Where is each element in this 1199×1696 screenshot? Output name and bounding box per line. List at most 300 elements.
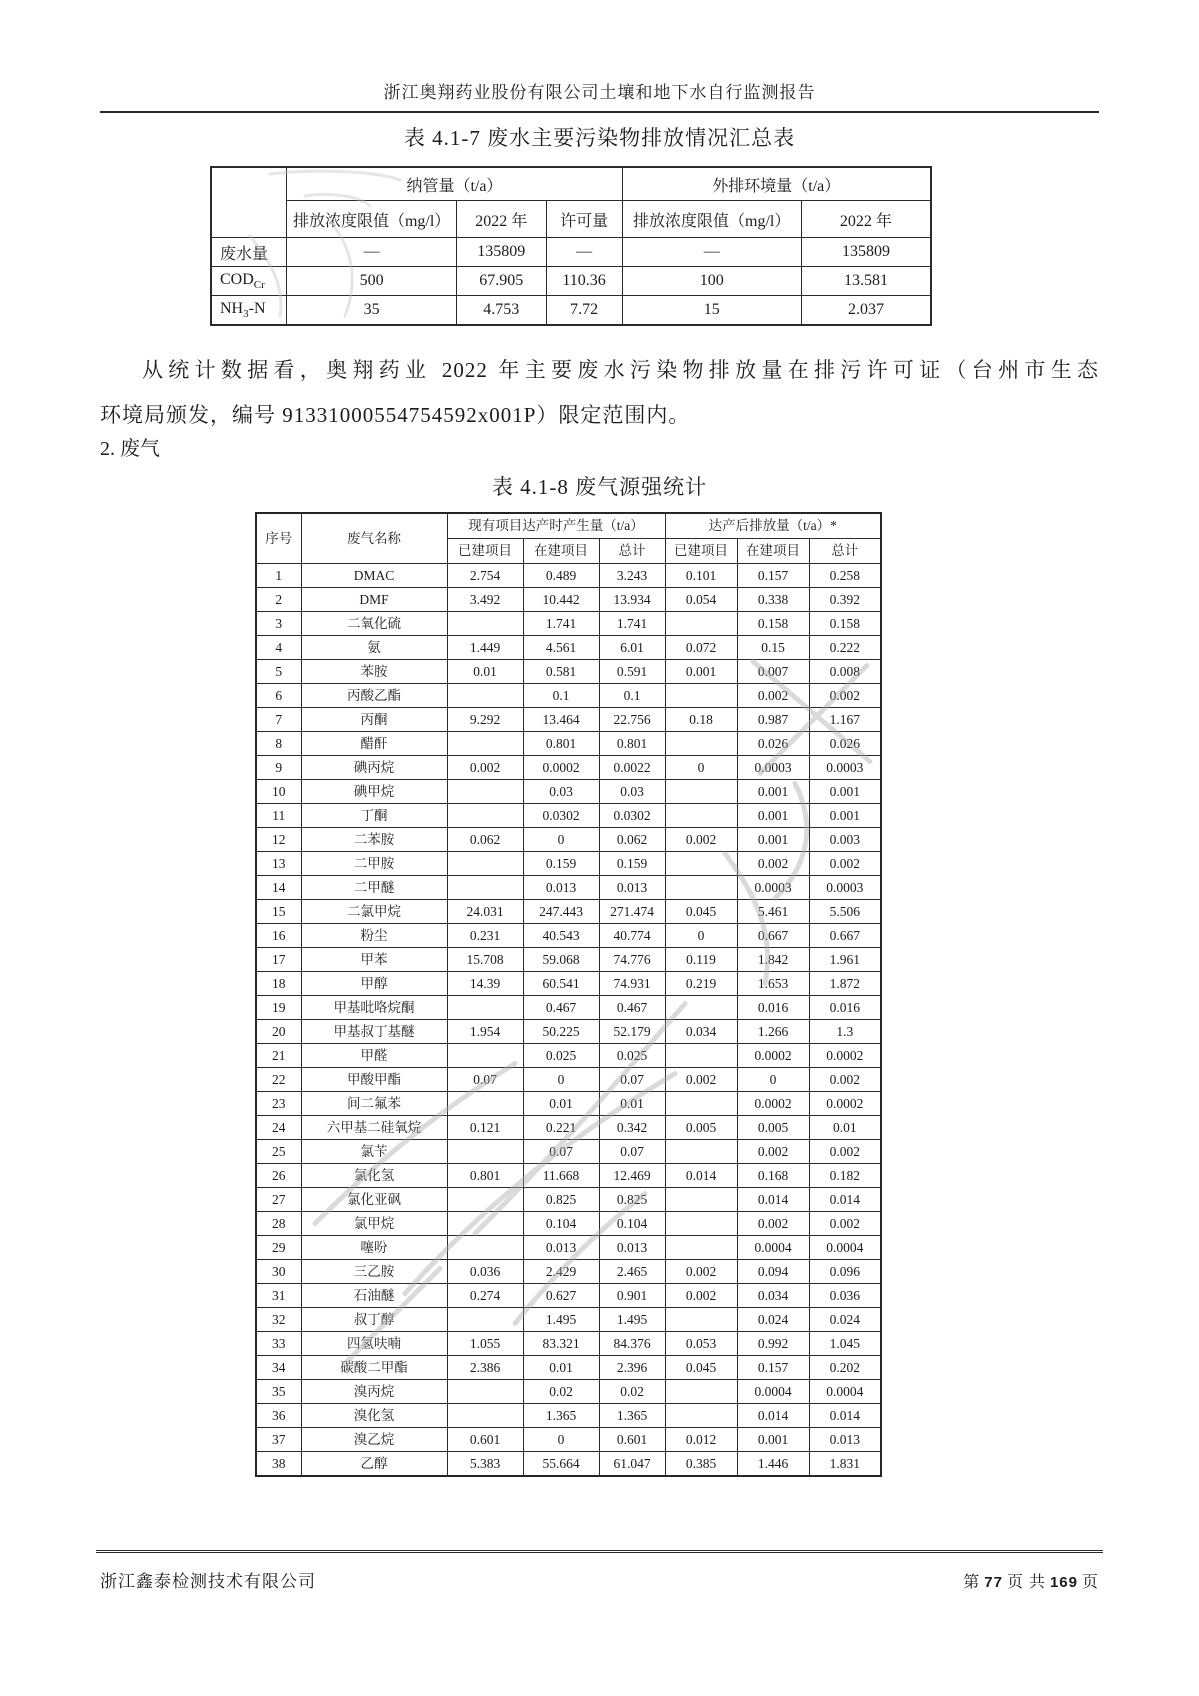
table-cell: 0.024 [809,1308,881,1332]
table-cell: 0.801 [523,732,599,756]
table-cell: 0.016 [737,996,809,1020]
table-cell: 0.01 [809,1116,881,1140]
header-rule [100,111,1099,113]
table-cell: 15.708 [447,948,523,972]
table-cell: 0.627 [523,1284,599,1308]
table-cell: 1.055 [447,1332,523,1356]
table-row [256,1356,881,1380]
table-cell: 0.03 [523,780,599,804]
row-index-cell: 32 [256,1308,301,1332]
table-cell: 0.0002 [809,1092,881,1116]
gas-name-cell: 四氢呋喃 [301,1332,447,1356]
table-header-row [256,513,881,539]
table-cell: 6.01 [599,636,665,660]
row-index-cell: 36 [256,1404,301,1428]
table-cell: 1.872 [809,972,881,996]
table-row [256,1164,881,1188]
table-cell [665,1236,737,1260]
table2-caption: 表 4.1-8 废气源强统计 [491,475,708,499]
table-cell: 1.3 [809,1020,881,1044]
table-cell [665,1212,737,1236]
table-cell: 0.002 [737,852,809,876]
wastewater-table-body [211,238,931,326]
pollutant-label: $NH_3-N$ [211,296,287,326]
table-cell: 0.053 [665,1332,737,1356]
table-cell: 0 [665,924,737,948]
table-cell: 0.002 [665,1260,737,1284]
table-cell: 0.013 [523,876,599,900]
table-cell: 0.121 [447,1116,523,1140]
table-cell: 0.036 [447,1260,523,1284]
footer-rule [96,1550,1103,1553]
table-cell: 0.03 [599,780,665,804]
table-cell [665,1140,737,1164]
table-cell: 0.024 [737,1308,809,1332]
table-row [256,1428,881,1452]
gas-name-cell: 氨 [301,636,447,660]
table-cell: 0.1 [523,684,599,708]
table-cell: 0.467 [523,996,599,1020]
table-cell: 2.429 [523,1260,599,1284]
table-cell: 0.202 [809,1356,881,1380]
gas-name-cell: 溴化氢 [301,1404,447,1428]
table-cell: 0.15 [737,636,809,660]
table-cell: 84.376 [599,1332,665,1356]
table-cell: 0.101 [665,564,737,588]
table-cell: 13.581 [801,267,931,296]
table-cell: 2.037 [801,296,931,326]
table-cell: 0.342 [599,1116,665,1140]
footer-page-label: 第 [963,1574,981,1591]
row-index-cell: 12 [256,828,301,852]
waste-gas-table-wrapper [255,512,882,1477]
table-cell: 0.002 [809,1212,881,1236]
row-index-cell: 20 [256,1020,301,1044]
table-cell: 0.014 [737,1404,809,1428]
table-row [256,900,881,924]
table-cell: 1.449 [447,636,523,660]
table-cell: 1.446 [737,1452,809,1477]
table-cell: 0.159 [599,852,665,876]
table-cell: 0.001 [737,804,809,828]
table-cell: 1.961 [809,948,881,972]
gas-name-cell: 氯苄 [301,1140,447,1164]
pollutant-label: $COD_{Cr}$ [211,267,287,296]
table-cell: 0.034 [737,1284,809,1308]
table-cell: 60.541 [523,972,599,996]
table-cell: — [287,238,456,267]
table-cell: 0.07 [523,1140,599,1164]
table-cell: 0.002 [737,1140,809,1164]
table-cell: 0.385 [665,1452,737,1477]
gas-name-cell: 噻吩 [301,1236,447,1260]
column-header: 在建项目 [737,539,809,564]
table-row [256,1116,881,1140]
table-cell [665,732,737,756]
row-index-cell: 7 [256,708,301,732]
footer-company: 浙江鑫泰检测技术有限公司 [100,1572,316,1591]
table-cell: 500 [287,267,456,296]
table-cell [665,1188,737,1212]
waste-gas-source-table [255,512,882,1477]
table-cell: 0.002 [737,1212,809,1236]
footer-page-indicator [963,1569,1099,1592]
gas-name-cell: 丙酮 [301,708,447,732]
table-cell: 0.467 [599,996,665,1020]
table-row [256,1260,881,1284]
paragraph-line: 从统计数据看，奥翔药业 2022 年主要废水污染物排放量在排污许可证（台州市生态 [142,358,1099,382]
table-cell: 4.753 [456,296,546,326]
table-cell: 0.005 [665,1116,737,1140]
table-cell: 0.002 [665,1284,737,1308]
table-cell: 0.104 [599,1212,665,1236]
gas-name-cell: 甲基吡咯烷酮 [301,996,447,1020]
table-row [256,1188,881,1212]
row-index-cell: 8 [256,732,301,756]
row-index-cell: 37 [256,1428,301,1452]
table-row [256,732,881,756]
column-header: 排放浓度限值（mg/l） [287,201,456,238]
table-row [256,612,881,636]
table-cell: 67.905 [456,267,546,296]
gas-name-cell: 石油醚 [301,1284,447,1308]
table-cell [447,1044,523,1068]
table-cell: 0.01 [523,1092,599,1116]
table-row [256,948,881,972]
table-row [256,1308,881,1332]
table-cell: 0.01 [599,1092,665,1116]
gas-name-cell: 碘甲烷 [301,780,447,804]
table-cell: 0.157 [737,564,809,588]
row-index-cell: 9 [256,756,301,780]
table-cell: 5.506 [809,900,881,924]
table-cell: 0.825 [599,1188,665,1212]
table-cell [665,1404,737,1428]
analysis-paragraph [100,348,1099,438]
gas-name-cell: 甲醛 [301,1044,447,1068]
gas-name-cell: 丁酮 [301,804,447,828]
table-cell [665,612,737,636]
table-cell: 1.954 [447,1020,523,1044]
table-cell: 2.754 [447,564,523,588]
table-cell: 55.664 [523,1452,599,1477]
table-row [256,852,881,876]
waste-gas-table-body [256,564,881,1477]
table-cell [665,1092,737,1116]
table-cell [665,780,737,804]
table-cell: 0.001 [665,660,737,684]
table-cell: 0.0022 [599,756,665,780]
table-row [256,1140,881,1164]
table-cell: 13.934 [599,588,665,612]
row-index-cell: 31 [256,1284,301,1308]
row-index-cell: 34 [256,1356,301,1380]
table-row [256,876,881,900]
table-cell: 5.383 [447,1452,523,1477]
table-cell [447,852,523,876]
table-row [256,684,881,708]
table-cell: 0.667 [737,924,809,948]
gas-name-cell: 氯化亚砜 [301,1188,447,1212]
row-index-cell: 4 [256,636,301,660]
gas-name-cell: DMF [301,588,447,612]
table-cell: 100 [622,267,801,296]
gas-name-cell: 二氯甲烷 [301,900,447,924]
table-cell [447,780,523,804]
table-cell [447,1236,523,1260]
table-cell: 0.591 [599,660,665,684]
row-index-cell: 10 [256,780,301,804]
table-cell: — [622,238,801,267]
footer-page-label: 页 [1081,1574,1099,1591]
row-index-cell: 17 [256,948,301,972]
table-subheader-row [211,201,931,238]
table-cell [665,804,737,828]
table-cell: 135809 [456,238,546,267]
row-index-cell: 3 [256,612,301,636]
table-cell [447,996,523,1020]
table-cell: 0.002 [665,828,737,852]
table-cell: 61.047 [599,1452,665,1477]
gas-name-cell: 二甲醚 [301,876,447,900]
table-cell: 0 [737,1068,809,1092]
row-index-cell: 6 [256,684,301,708]
paragraph-line: 环境局颁发，编号 91331000554754592x001P）限定范围内。 [100,403,691,427]
group-header-environment: 外排环境量（t/a） [622,167,931,201]
table-cell: 0.002 [447,756,523,780]
table-cell [665,1044,737,1068]
gas-name-cell: 甲苯 [301,948,447,972]
table-cell: 0.005 [737,1116,809,1140]
table-row [256,708,881,732]
table-row [211,296,931,326]
row-index-cell: 28 [256,1212,301,1236]
table-cell: 3.492 [447,588,523,612]
group-header-emission: 达产后排放量（t/a）* [665,513,881,539]
table-cell: 0.601 [447,1428,523,1452]
column-header-index: 序号 [256,513,301,564]
row-index-cell: 23 [256,1092,301,1116]
table-cell: 0.801 [447,1164,523,1188]
table-cell: 1.365 [599,1404,665,1428]
table-cell: 2.396 [599,1356,665,1380]
gas-name-cell: 溴乙烷 [301,1428,447,1452]
table-row [256,804,881,828]
table-cell: 0 [523,1428,599,1452]
table-row [256,1380,881,1404]
gas-name-cell: DMAC [301,564,447,588]
table-cell: 0.0002 [737,1044,809,1068]
table-cell: 7.72 [546,296,622,326]
table-cell [447,1404,523,1428]
table-cell: 40.774 [599,924,665,948]
table-cell: 1.495 [523,1308,599,1332]
row-index-cell: 11 [256,804,301,828]
table-cell: 0.096 [809,1260,881,1284]
table-cell: 0.013 [599,876,665,900]
row-index-cell: 38 [256,1452,301,1477]
table-cell: 1.741 [599,612,665,636]
table-cell: 0.07 [599,1140,665,1164]
table-cell: 0.001 [737,1428,809,1452]
row-index-cell: 2 [256,588,301,612]
table-cell: 9.292 [447,708,523,732]
table-cell: 1.741 [523,612,599,636]
table-cell: 0.0003 [737,756,809,780]
section-heading-waste-gas: 2. 废气 [100,438,160,460]
table-cell: 0.119 [665,948,737,972]
table-cell: 1.842 [737,948,809,972]
table-cell: 2.386 [447,1356,523,1380]
gas-name-cell: 六甲基二硅氧烷 [301,1116,447,1140]
table-cell: 0.0002 [523,756,599,780]
column-header: 总计 [809,539,881,564]
table-row [211,238,931,267]
table-cell [665,876,737,900]
table-row [256,828,881,852]
table-cell: 0.094 [737,1260,809,1284]
table-row [256,1332,881,1356]
table-cell: 0.01 [523,1356,599,1380]
table-cell: 1.045 [809,1332,881,1356]
table-cell: 15 [622,296,801,326]
table-cell: 0.012 [665,1428,737,1452]
wastewater-summary-table [210,166,932,326]
table-cell: 0.231 [447,924,523,948]
table-cell: 22.756 [599,708,665,732]
table-cell: 0.0004 [809,1236,881,1260]
row-index-cell: 1 [256,564,301,588]
row-index-cell: 22 [256,1068,301,1092]
table-cell: 0.007 [737,660,809,684]
table-cell [447,1380,523,1404]
table-cell [447,876,523,900]
table-cell: 0.992 [737,1332,809,1356]
footer-row [100,1567,1099,1592]
table-cell: 0.18 [665,708,737,732]
row-index-cell: 16 [256,924,301,948]
table-cell: 50.225 [523,1020,599,1044]
table-cell: 0.002 [737,684,809,708]
table-cell: 0.014 [809,1188,881,1212]
table-cell: 0.168 [737,1164,809,1188]
gas-name-cell: 粉尘 [301,924,447,948]
table-cell [447,1308,523,1332]
gas-name-cell: 氯化氢 [301,1164,447,1188]
table-row [256,1044,881,1068]
table1-caption: 表 4.1-7 废水主要污染物排放情况汇总表 [403,126,796,150]
table-row [256,1404,881,1428]
table-cell: 83.321 [523,1332,599,1356]
table-cell: 0.025 [599,1044,665,1068]
table-row [211,267,931,296]
table-row [256,1284,881,1308]
gas-name-cell: 三乙胺 [301,1260,447,1284]
table-cell [447,804,523,828]
row-index-cell: 15 [256,900,301,924]
table-cell: 0.901 [599,1284,665,1308]
table-cell: 0.062 [599,828,665,852]
footer-page-number: 77 [984,1574,1003,1591]
pollutant-label: 废水量 [211,238,287,267]
table-cell: 0.02 [599,1380,665,1404]
table-row [256,756,881,780]
table-cell: 0.219 [665,972,737,996]
wastewater-table-wrapper [210,166,932,326]
column-header: 在建项目 [523,539,599,564]
table-cell [447,1188,523,1212]
table-row [256,660,881,684]
table-cell: 0.054 [665,588,737,612]
table-cell: 271.474 [599,900,665,924]
table-cell [447,1140,523,1164]
table-cell: 0.0003 [809,756,881,780]
gas-name-cell: 乙醇 [301,1452,447,1477]
table-cell: 0.0302 [523,804,599,828]
table-cell: 0.013 [809,1428,881,1452]
table-cell: 52.179 [599,1020,665,1044]
table-cell: 0 [523,1068,599,1092]
table-cell: 0.581 [523,660,599,684]
table-cell: 0.072 [665,636,737,660]
corner-blank-cell [211,167,287,238]
table-cell: 1.167 [809,708,881,732]
table-cell [447,1092,523,1116]
table-row [256,564,881,588]
table-cell: 0.034 [665,1020,737,1044]
table-cell: 0.489 [523,564,599,588]
gas-name-cell: 溴丙烷 [301,1380,447,1404]
table-cell: 0.667 [809,924,881,948]
table-cell [665,996,737,1020]
row-index-cell: 30 [256,1260,301,1284]
table-cell: 0.274 [447,1284,523,1308]
table-cell: 1.365 [523,1404,599,1428]
gas-name-cell: 甲醇 [301,972,447,996]
table-cell [447,684,523,708]
table-cell: 0.258 [809,564,881,588]
table-row [256,588,881,612]
table-cell: 0.159 [523,852,599,876]
table-cell: 0.014 [665,1164,737,1188]
table-cell [665,1308,737,1332]
table-cell: 0.008 [809,660,881,684]
table-cell: 0.016 [809,996,881,1020]
row-index-cell: 24 [256,1116,301,1140]
row-index-cell: 19 [256,996,301,1020]
row-index-cell: 21 [256,1044,301,1068]
table-cell: 0.158 [809,612,881,636]
table-row [256,972,881,996]
table-cell: 5.461 [737,900,809,924]
column-header-gas-name: 废气名称 [301,513,447,564]
table-cell: 0.0004 [737,1380,809,1404]
table-cell: 135809 [801,238,931,267]
table-cell: 40.543 [523,924,599,948]
table-row [256,780,881,804]
row-index-cell: 35 [256,1380,301,1404]
table-row [256,1236,881,1260]
table-row [256,1212,881,1236]
report-header-title: 浙江奥翔药业股份有限公司土壤和地下水自行监测报告 [383,83,816,102]
table-cell: 2.465 [599,1260,665,1284]
gas-name-cell: 醋酐 [301,732,447,756]
table-row [256,1092,881,1116]
row-index-cell: 13 [256,852,301,876]
table-cell: 0.07 [447,1068,523,1092]
table-cell: — [546,238,622,267]
column-header: 总计 [599,539,665,564]
